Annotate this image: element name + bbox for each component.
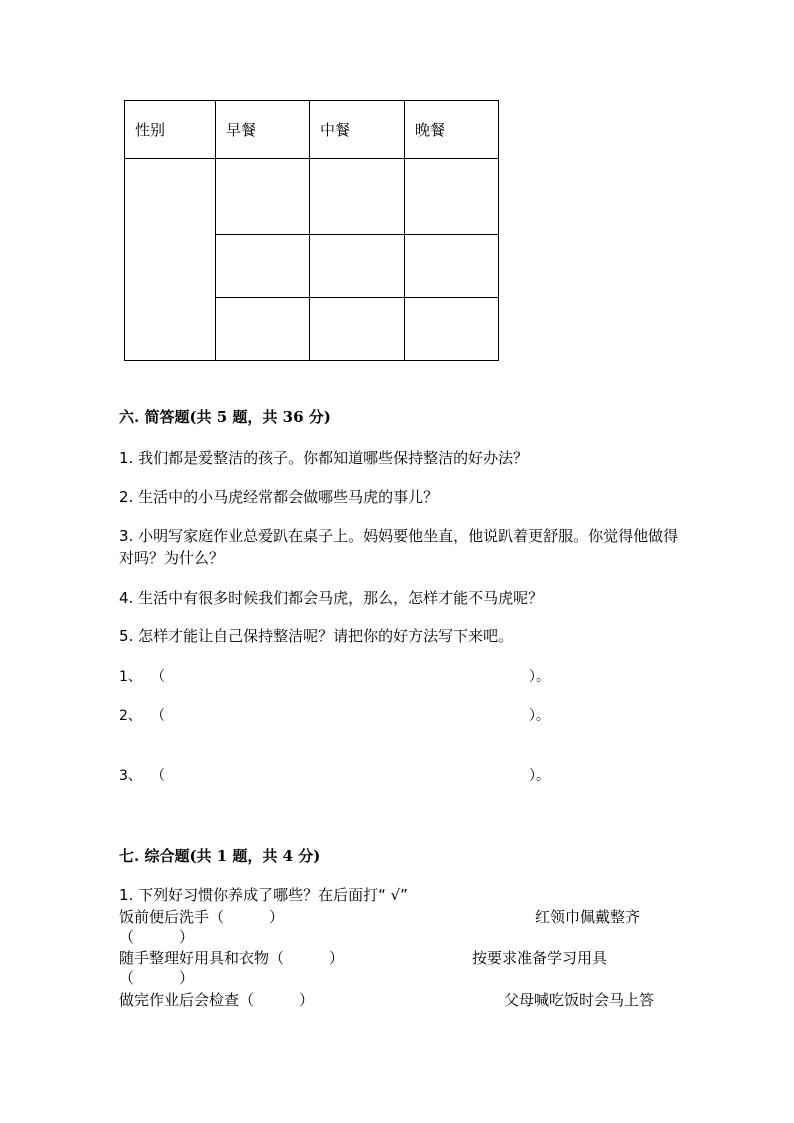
table-cell[interactable] xyxy=(310,298,405,361)
table-cell[interactable] xyxy=(405,159,499,235)
table-header-row xyxy=(125,101,499,159)
table-header-dinner: 晚餐 xyxy=(405,101,499,159)
question-3: 3. 小明写家庭作业总爱趴在桌子上。妈妈要他坐直，他说趴着更舒服。你觉得他做得对吗？为什么？ xyxy=(119,527,679,567)
table-cell[interactable] xyxy=(405,298,499,361)
table-header-gender: 性别 xyxy=(125,101,216,159)
question-1: 1. 我们都是爱整洁的孩子。你都知道哪些保持整洁的好办法？ xyxy=(119,449,529,467)
habit-answer-bracket[interactable]: （ ） xyxy=(119,928,195,946)
table-cell[interactable] xyxy=(310,159,405,235)
open-bracket: （ xyxy=(151,768,165,784)
meal-table xyxy=(124,100,499,361)
table-header-lunch: 中餐 xyxy=(310,101,405,159)
section7-title: 七. 综合题(共 1 题，共 4 分) xyxy=(119,847,321,865)
table-cell[interactable] xyxy=(310,235,405,298)
close-bracket: ）。 xyxy=(529,708,550,724)
question-5: 5. 怎样才能让自己保持整洁呢？请把你的好方法写下来吧。 xyxy=(119,627,514,645)
open-bracket: （ xyxy=(151,669,165,685)
table-cell-gender[interactable] xyxy=(125,159,216,361)
answer-number: 2、 xyxy=(119,708,142,724)
open-bracket: （ xyxy=(151,708,165,724)
close-bracket: ）。 xyxy=(529,768,550,784)
answer-number: 1、 xyxy=(119,669,142,685)
habit-item[interactable]: 红领巾佩戴整齐 xyxy=(535,908,641,926)
table-cell[interactable] xyxy=(216,298,310,361)
habit-item[interactable]: 饭前便后洗手（ ） xyxy=(119,908,285,926)
answer-number: 3、 xyxy=(119,768,142,784)
habit-item[interactable]: 随手整理好用具和衣物（ ） xyxy=(119,949,345,967)
question-2: 2. 生活中的小马虎经常都会做哪些马虎的事儿？ xyxy=(119,488,439,506)
table-cell[interactable] xyxy=(405,235,499,298)
section7-question: 1. 下列好习惯你养成了哪些？在后面打“ √” xyxy=(119,886,408,904)
habit-item[interactable]: 父母喊吃饭时会马上答 xyxy=(504,991,655,1009)
table-header-breakfast: 早餐 xyxy=(216,101,310,159)
habit-item[interactable]: 做完作业后会检查（ ） xyxy=(119,991,315,1009)
habit-answer-bracket[interactable]: （ ） xyxy=(119,969,195,987)
habit-item[interactable]: 按要求准备学习用具 xyxy=(472,949,608,967)
table-cell[interactable] xyxy=(216,235,310,298)
question-4: 4. 生活中有很多时候我们都会马虎，那么，怎样才能不马虎呢？ xyxy=(119,589,544,607)
table-row xyxy=(125,159,499,235)
table-cell[interactable] xyxy=(216,159,310,235)
close-bracket: ）。 xyxy=(529,669,550,685)
section6-title: 六. 简答题(共 5 题，共 36 分) xyxy=(119,408,331,426)
